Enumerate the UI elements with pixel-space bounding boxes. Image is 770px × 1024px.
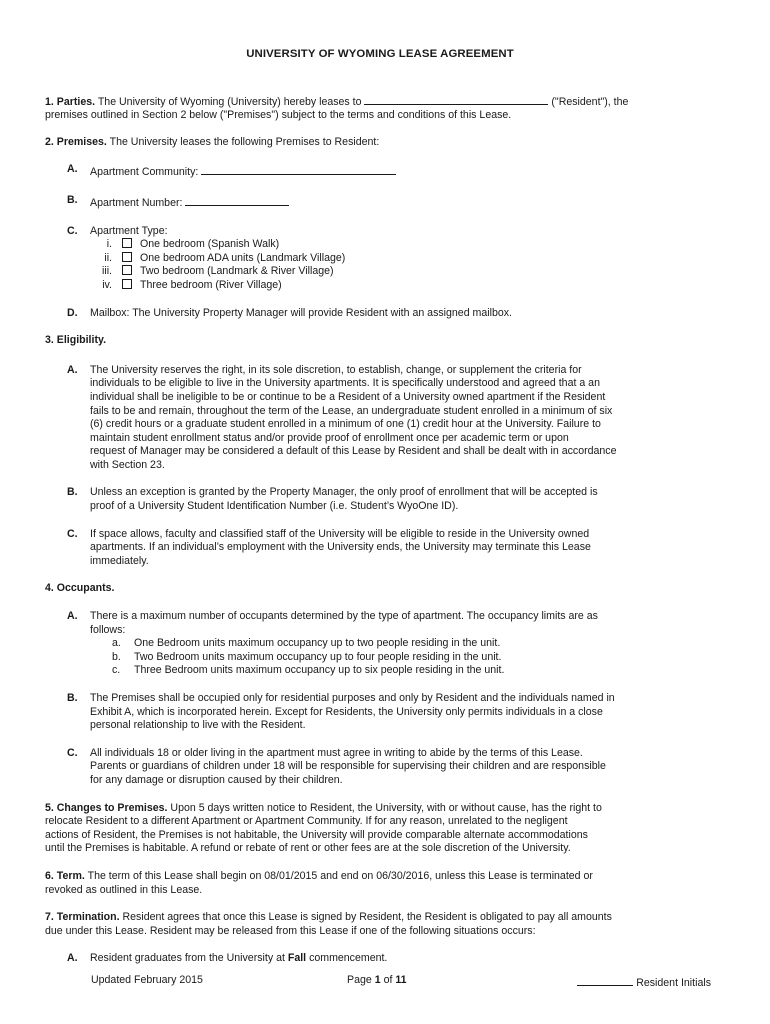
section-1-heading: 1. Parties. — [45, 95, 96, 108]
lease-document — [45, 48, 715, 966]
text-line: Unless an exception is granted by the Property Manager, the only proof of enrollment that will be accepted is — [90, 486, 598, 499]
text-line: for any damage or disruption caused by their children. — [90, 773, 343, 786]
text-line: The University reserves the right, in its sole discretion, to establish, change, or supplement the criteria for — [90, 363, 582, 376]
occupancy-limit — [90, 637, 715, 651]
apartment-type-option — [85, 238, 715, 252]
item-label: D. — [67, 306, 78, 319]
text-line: individual shall be ineligible to be or continue to be a Resident of a University owned apartment if the Resident — [90, 390, 606, 403]
document-title: UNIVERSITY OF WYOMING LEASE AGREEMENT — [246, 48, 514, 60]
text-line: fails to be and remain, throughout the term of the Lease, an undergraduate student enrolled in a minimum of six — [90, 404, 613, 417]
text-line: The term of this Lease shall begin on 08/01/2015 and end on 06/30/2016, unless this Lease is terminated or — [87, 869, 593, 882]
section-5-heading: 5. Changes to Premises. — [45, 801, 168, 814]
section-term — [45, 870, 715, 897]
text-line: Parents or guardians of children under 18 will be responsible for supervising their children and are responsible — [90, 760, 606, 773]
mailbox-text: Mailbox: The University Property Manager will provide Resident with an assigned mailbox. — [90, 306, 512, 319]
text-line: revoked as outlined in this Lease. — [45, 883, 203, 896]
emphasis-text: Fall — [287, 952, 307, 965]
parties-text-b: ("Resident"), the — [551, 95, 629, 108]
page-number: 1 — [374, 974, 381, 986]
option-numeral: ii. — [104, 251, 112, 264]
occupants-item-c — [67, 747, 715, 788]
updated-date: Updated February 2015 — [91, 974, 203, 986]
item-label: C. — [67, 527, 78, 540]
apartment-community-label: Apartment Community: — [90, 166, 199, 179]
option-text: One bedroom ADA units (Landmark Village) — [140, 251, 346, 264]
text-line: The Premises shall be occupied only for residential purposes and only by Resident and the individuals named in — [90, 692, 615, 704]
text-line: Resident agrees that once this Lease is signed by Resident, the Resident is obligated to pay all amounts — [122, 911, 612, 924]
text-line: due under this Lease. Resident may be released from this Lease if one of the following situations occurs: — [45, 924, 536, 937]
apartment-number-label: Apartment Number: — [90, 196, 183, 209]
checkbox-icon[interactable] — [122, 279, 132, 289]
text-fragment: commencement. — [309, 952, 388, 965]
apartment-type-option — [85, 279, 715, 293]
text-line: immediately. — [90, 554, 149, 567]
option-text: Two bedroom (Landmark & River Village) — [140, 265, 334, 278]
section-6-heading: 6. Term. — [45, 869, 85, 882]
premises-item-c — [67, 225, 715, 239]
limit-letter: a. — [112, 637, 121, 650]
occupancy-limit — [90, 651, 715, 665]
text-line: until the Premises is habitable. A refund or rebate of rent or other fees are at the sole discretion of the University. — [45, 842, 571, 855]
section-termination — [45, 911, 715, 938]
item-label: B. — [67, 692, 78, 704]
limit-letter: b. — [112, 650, 121, 663]
page-word: Page — [347, 974, 372, 986]
text-line: actions of Resident, the Premises is not habitable, the University will provide comparable alternate accommodations — [45, 828, 588, 841]
initials-blank[interactable] — [577, 974, 633, 986]
option-text: One bedroom (Spanish Walk) — [140, 238, 280, 251]
option-text: Three bedroom (River Village) — [140, 278, 282, 291]
text-line: follows: — [90, 623, 126, 636]
premises-item-d — [67, 307, 715, 321]
item-label: C. — [67, 224, 78, 237]
section-premises — [45, 136, 715, 150]
checkbox-icon[interactable] — [122, 252, 132, 262]
section-changes-to-premises — [45, 802, 715, 856]
apartment-number-blank[interactable] — [185, 194, 289, 206]
limit-text: One Bedroom units maximum occupancy up to two people residing in the unit. — [134, 637, 501, 650]
text-line: Exhibit A, which is incorporated herein. Except for Residents, the University only permits individuals in a close — [90, 705, 603, 718]
checkbox-icon[interactable] — [122, 265, 132, 275]
text-line: (6) credit hours or a graduate student enrolled in a minimum of one (1) credit hour at the University. Failure to — [90, 418, 601, 431]
item-label: A. — [67, 952, 78, 965]
text-line: proof of a University Student Identification Number (i.e. Student’s WyoOne ID). — [90, 500, 459, 513]
text-line: individuals to be eligible to live in the University apartments. It is specifically understood and agreed that a an — [90, 377, 600, 390]
premises-item-a — [67, 163, 715, 180]
parties-text-c: premises outlined in Section 2 below ("Premises") subject to the terms and conditions of this Lease. — [45, 109, 512, 122]
option-numeral: iv. — [102, 278, 112, 291]
text-line: There is a maximum number of occupants determined by the type of apartment. The occupancy limits are as — [90, 610, 598, 623]
occupants-item-a — [67, 610, 715, 637]
item-label: A. — [67, 163, 78, 176]
item-label: B. — [67, 486, 78, 499]
option-numeral: iii. — [101, 265, 112, 278]
occupancy-limit — [90, 664, 715, 678]
page-total: 11 — [395, 974, 407, 986]
text-line: with Section 23. — [90, 458, 165, 471]
option-numeral: i. — [106, 238, 112, 251]
limit-text: Two Bedroom units maximum occupancy up to four people residing in the unit. — [134, 650, 502, 663]
apartment-type-option — [85, 252, 715, 266]
text-line: If space allows, faculty and classified staff of the University will be eligible to reside in the University owned — [90, 527, 590, 540]
text-line: relocate Resident to a different Apartment or Apartment Community. If for any reason, unrelated to the negligent — [45, 815, 568, 828]
item-label: C. — [67, 746, 78, 759]
limit-text: Three Bedroom units maximum occupancy up to six people residing in the unit. — [134, 664, 505, 677]
text-line: Upon 5 days written notice to Resident, the University, with or without cause, has the right to — [170, 801, 602, 814]
resident-name-blank[interactable] — [364, 93, 548, 105]
apartment-type-label: Apartment Type: — [90, 224, 168, 237]
text-line: maintain student enrollment status and/or provide proof of enrollment once per academic term or upon — [90, 431, 569, 444]
section-parties — [45, 93, 715, 123]
termination-item-a — [67, 952, 715, 966]
text-line: personal relationship to live with the Resident. — [90, 719, 306, 732]
parties-text-a: The University of Wyoming (University) hereby leases to — [97, 95, 362, 108]
section-2-heading: 2. Premises. — [45, 135, 107, 148]
item-label: A. — [67, 610, 78, 623]
text-fragment: Resident graduates from the University at — [90, 952, 285, 965]
section-4-heading: 4. Occupants. — [45, 582, 115, 595]
item-label: A. — [67, 363, 78, 376]
text-line: All individuals 18 or older living in the apartment must agree in writing to abide by the terms of this Lease. — [90, 746, 583, 759]
item-label: B. — [67, 193, 78, 206]
premises-intro: The University leases the following Premises to Resident: — [109, 135, 380, 148]
initials-label: Resident Initials — [636, 977, 711, 989]
page-indicator — [347, 974, 407, 986]
limit-letter: c. — [112, 664, 121, 677]
text-line: apartments. If an individual’s employment with the University ends, the University may terminate this Lease — [90, 541, 591, 554]
of-word: of — [383, 974, 393, 986]
section-3-heading: 3. Eligibility. — [45, 334, 107, 347]
checkbox-icon[interactable] — [122, 238, 132, 248]
apartment-community-blank[interactable] — [201, 163, 396, 175]
apartment-type-option — [85, 265, 715, 279]
eligibility-item-c — [67, 528, 715, 569]
premises-item-b — [67, 194, 715, 211]
section-7-heading: 7. Termination. — [45, 911, 120, 924]
eligibility-item-a — [67, 364, 715, 473]
resident-initials — [577, 974, 711, 989]
occupants-item-b — [67, 692, 715, 733]
eligibility-item-b — [67, 486, 715, 513]
text-line: request of Manager may be considered a default of this Lease by Resident and shall be dealt with in accordance — [90, 445, 617, 458]
